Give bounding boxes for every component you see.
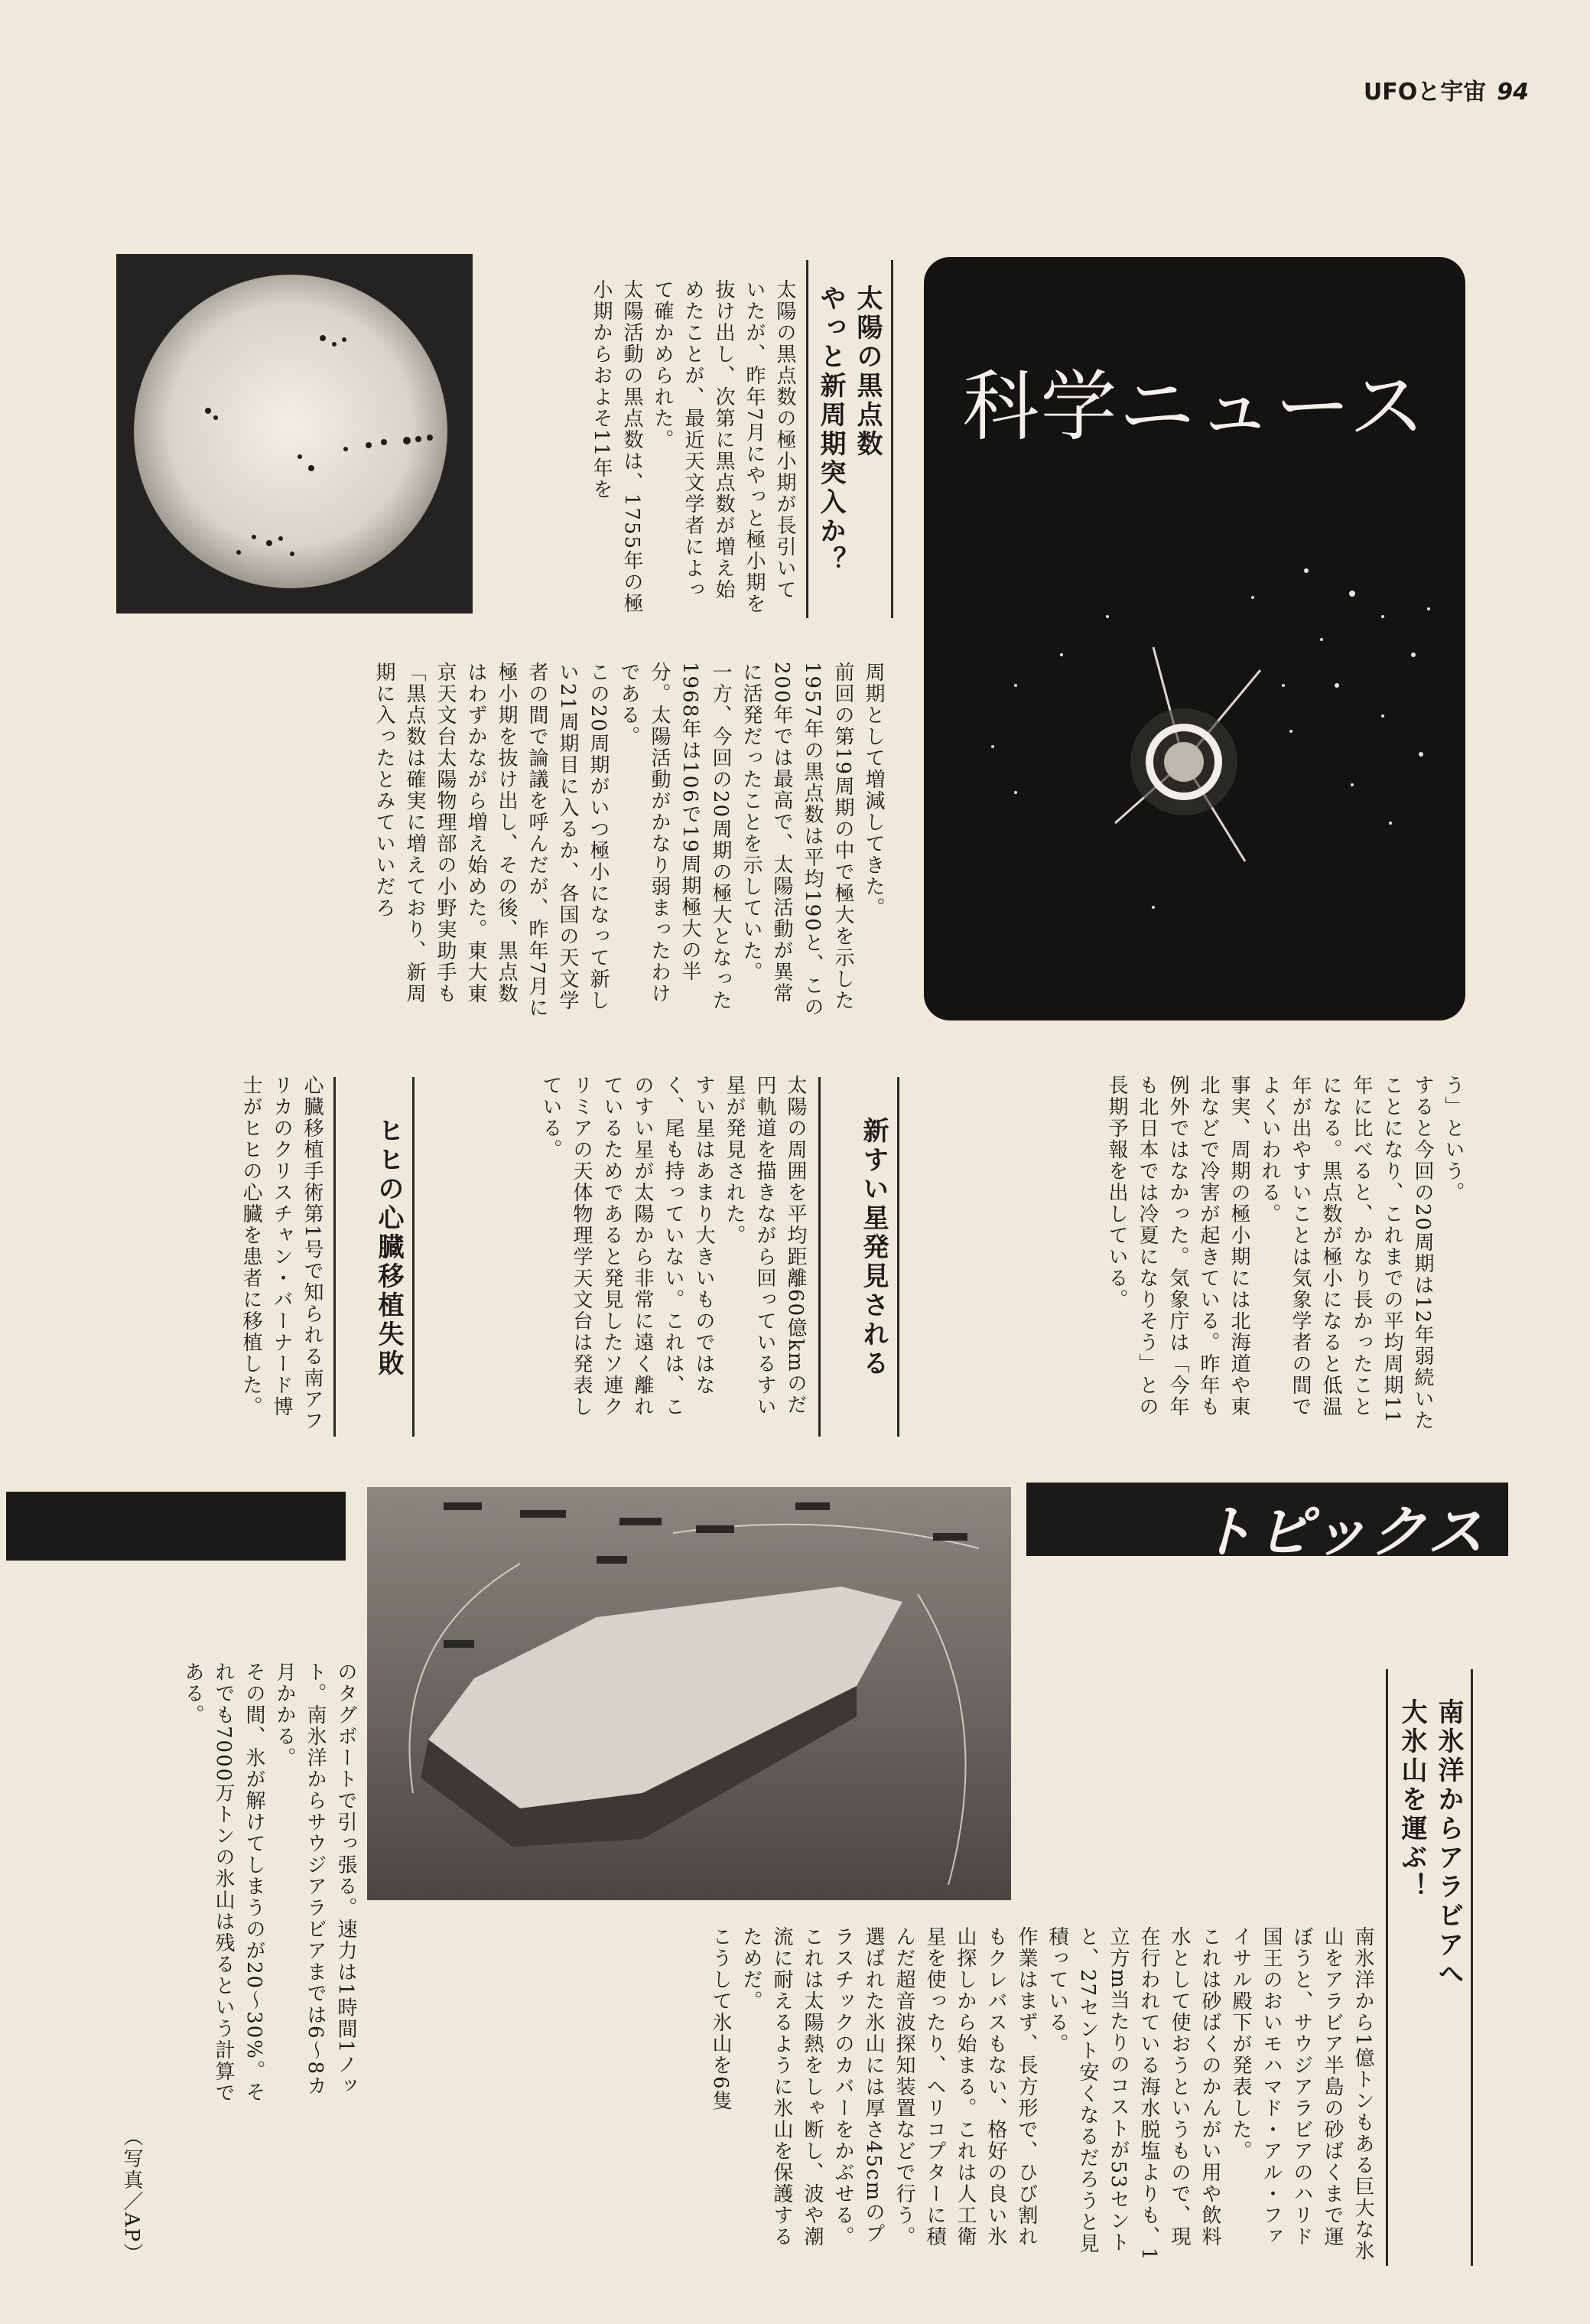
sun-photo — [116, 254, 473, 614]
banner-title: 科学ニュース — [962, 362, 1427, 451]
iceberg-image — [367, 1487, 1011, 1900]
comet-image — [924, 257, 1465, 1020]
topics-body-2: のタグボートで引っ張る。速力は1時間1ノット。南氷洋からサウジアラビアまでは6～8カ月かかる。 その間、氷が解けてしまうのが20～30%。それでも7000万トンの氷山は残るという計算である。 — [181, 1662, 357, 2104]
heart-headline: ヒヒの心臓移植失敗 — [373, 1117, 404, 1378]
magazine-name: UFOと宇宙 — [1363, 79, 1487, 106]
topics-bar-right — [1026, 1483, 1508, 1565]
topics-body-1: 南氷洋から1億トンもある巨大な氷山をアラビア半島の砂ばくまで運ぼうと、サウジアラビアのハリド国王のおいモハマド・アル・ファイサル殿下が発表した。 これは砂ばくのかんがい用や飲料水として使おうというもので、現在行われている海水脱塩よりも、1立方m当たりのコストが53セントと、27セント安くなるだろうと見積っている。 作業はまず、長方形で、ひび割れもクレバスもない、格好の良い氷山探しから始まる。これは人工衛星を使ったり、ヘリコプターに積んだ超音波探知装置などで行う。選ばれた氷山には厚さ45cmのプラスチックのカバーをかぶせる。これは太陽熱をしゃ断し、波や潮流に耐えるように氷山を保護するためだ。 こうして氷山を6隻 — [709, 1926, 1374, 2262]
topics-bar-left — [6, 1492, 346, 1561]
topics-headline: 南氷洋からアラビアへ 大氷山を運ぶ！ — [1397, 1698, 1464, 1989]
sun-image — [116, 254, 473, 614]
science-news-banner — [924, 257, 1465, 1020]
sunspot-headline: 太陽の黒点数 やっと新周期突入か？ — [815, 285, 883, 575]
topics-label: トピックス — [1197, 1499, 1485, 1565]
sunspot-body-2: 周期として増減してきた。 前回の第19周期の中で極大を示した1957年の黒点数は平均190と、この200年では最高で、太陽活動が異常に活発だったことを示していた。 一方、今回の20周期の極大となった1968年は106で19周期極大の半分。太陽活動がかなり弱まったわけである。 この20周期がいつ極小になって新しい21周期目に入るか、各国の天文学者の間で論議を呼んだが、昨年7月に極小期を抜け出し、その後、黒点数はわずかながら増え始めた。東大東京天文台太陽物理部の小野実助手も「黒点数は確実に増えており、新周期に入ったとみていいだろ — [372, 662, 885, 1019]
sunspot-body-3: う」という。 すると今回の20周期は12年弱続いたことになり、これまでの平均周期11年に比べると、かなり長かったことになる。黒点数が極小になると低温年が出やすいことは気象学者の間でよくいわれる。 事実、周期の極小期には北海道や東北などで冷害が起きている。昨年も例外ではなかった。気象庁は「今年も北日本では冷夏になりそう」との長期予報を出している。 — [1105, 1075, 1465, 1432]
photo-credit: （写真／AP） — [120, 2127, 143, 2264]
iceberg-photo — [367, 1487, 1011, 1900]
page-number: 94 — [1497, 79, 1529, 106]
page-header — [1364, 73, 1529, 106]
heart-body: 心臓移植手術第1号で知られる南アフリカのクリスチャン・バーナード博士がヒヒの心臓を患者に移植した。 — [239, 1075, 324, 1432]
comet-headline: 新すい星発見される — [858, 1117, 889, 1378]
comet-body: 太陽の周囲を平均距離60億kmのだ円軌道を描きながら回っているすい星が発見された。 すい星はあまり大きいものではなく、尾も持っていない。これは、このすい星が太陽から非常に遠く離れているためであると発見したソ連クリミアの天体物理学天文台は発表している。 — [539, 1075, 807, 1418]
sunspot-body-1: 太陽の黒点数の極小期が長引いていたが、昨年7月にやっと極小期を抜け出し、次第に黒点数が増え始めたことが、最近天文学者によって確かめられた。 太陽活動の黒点数は、1755年の極小期からおよそ11年を — [590, 279, 796, 615]
